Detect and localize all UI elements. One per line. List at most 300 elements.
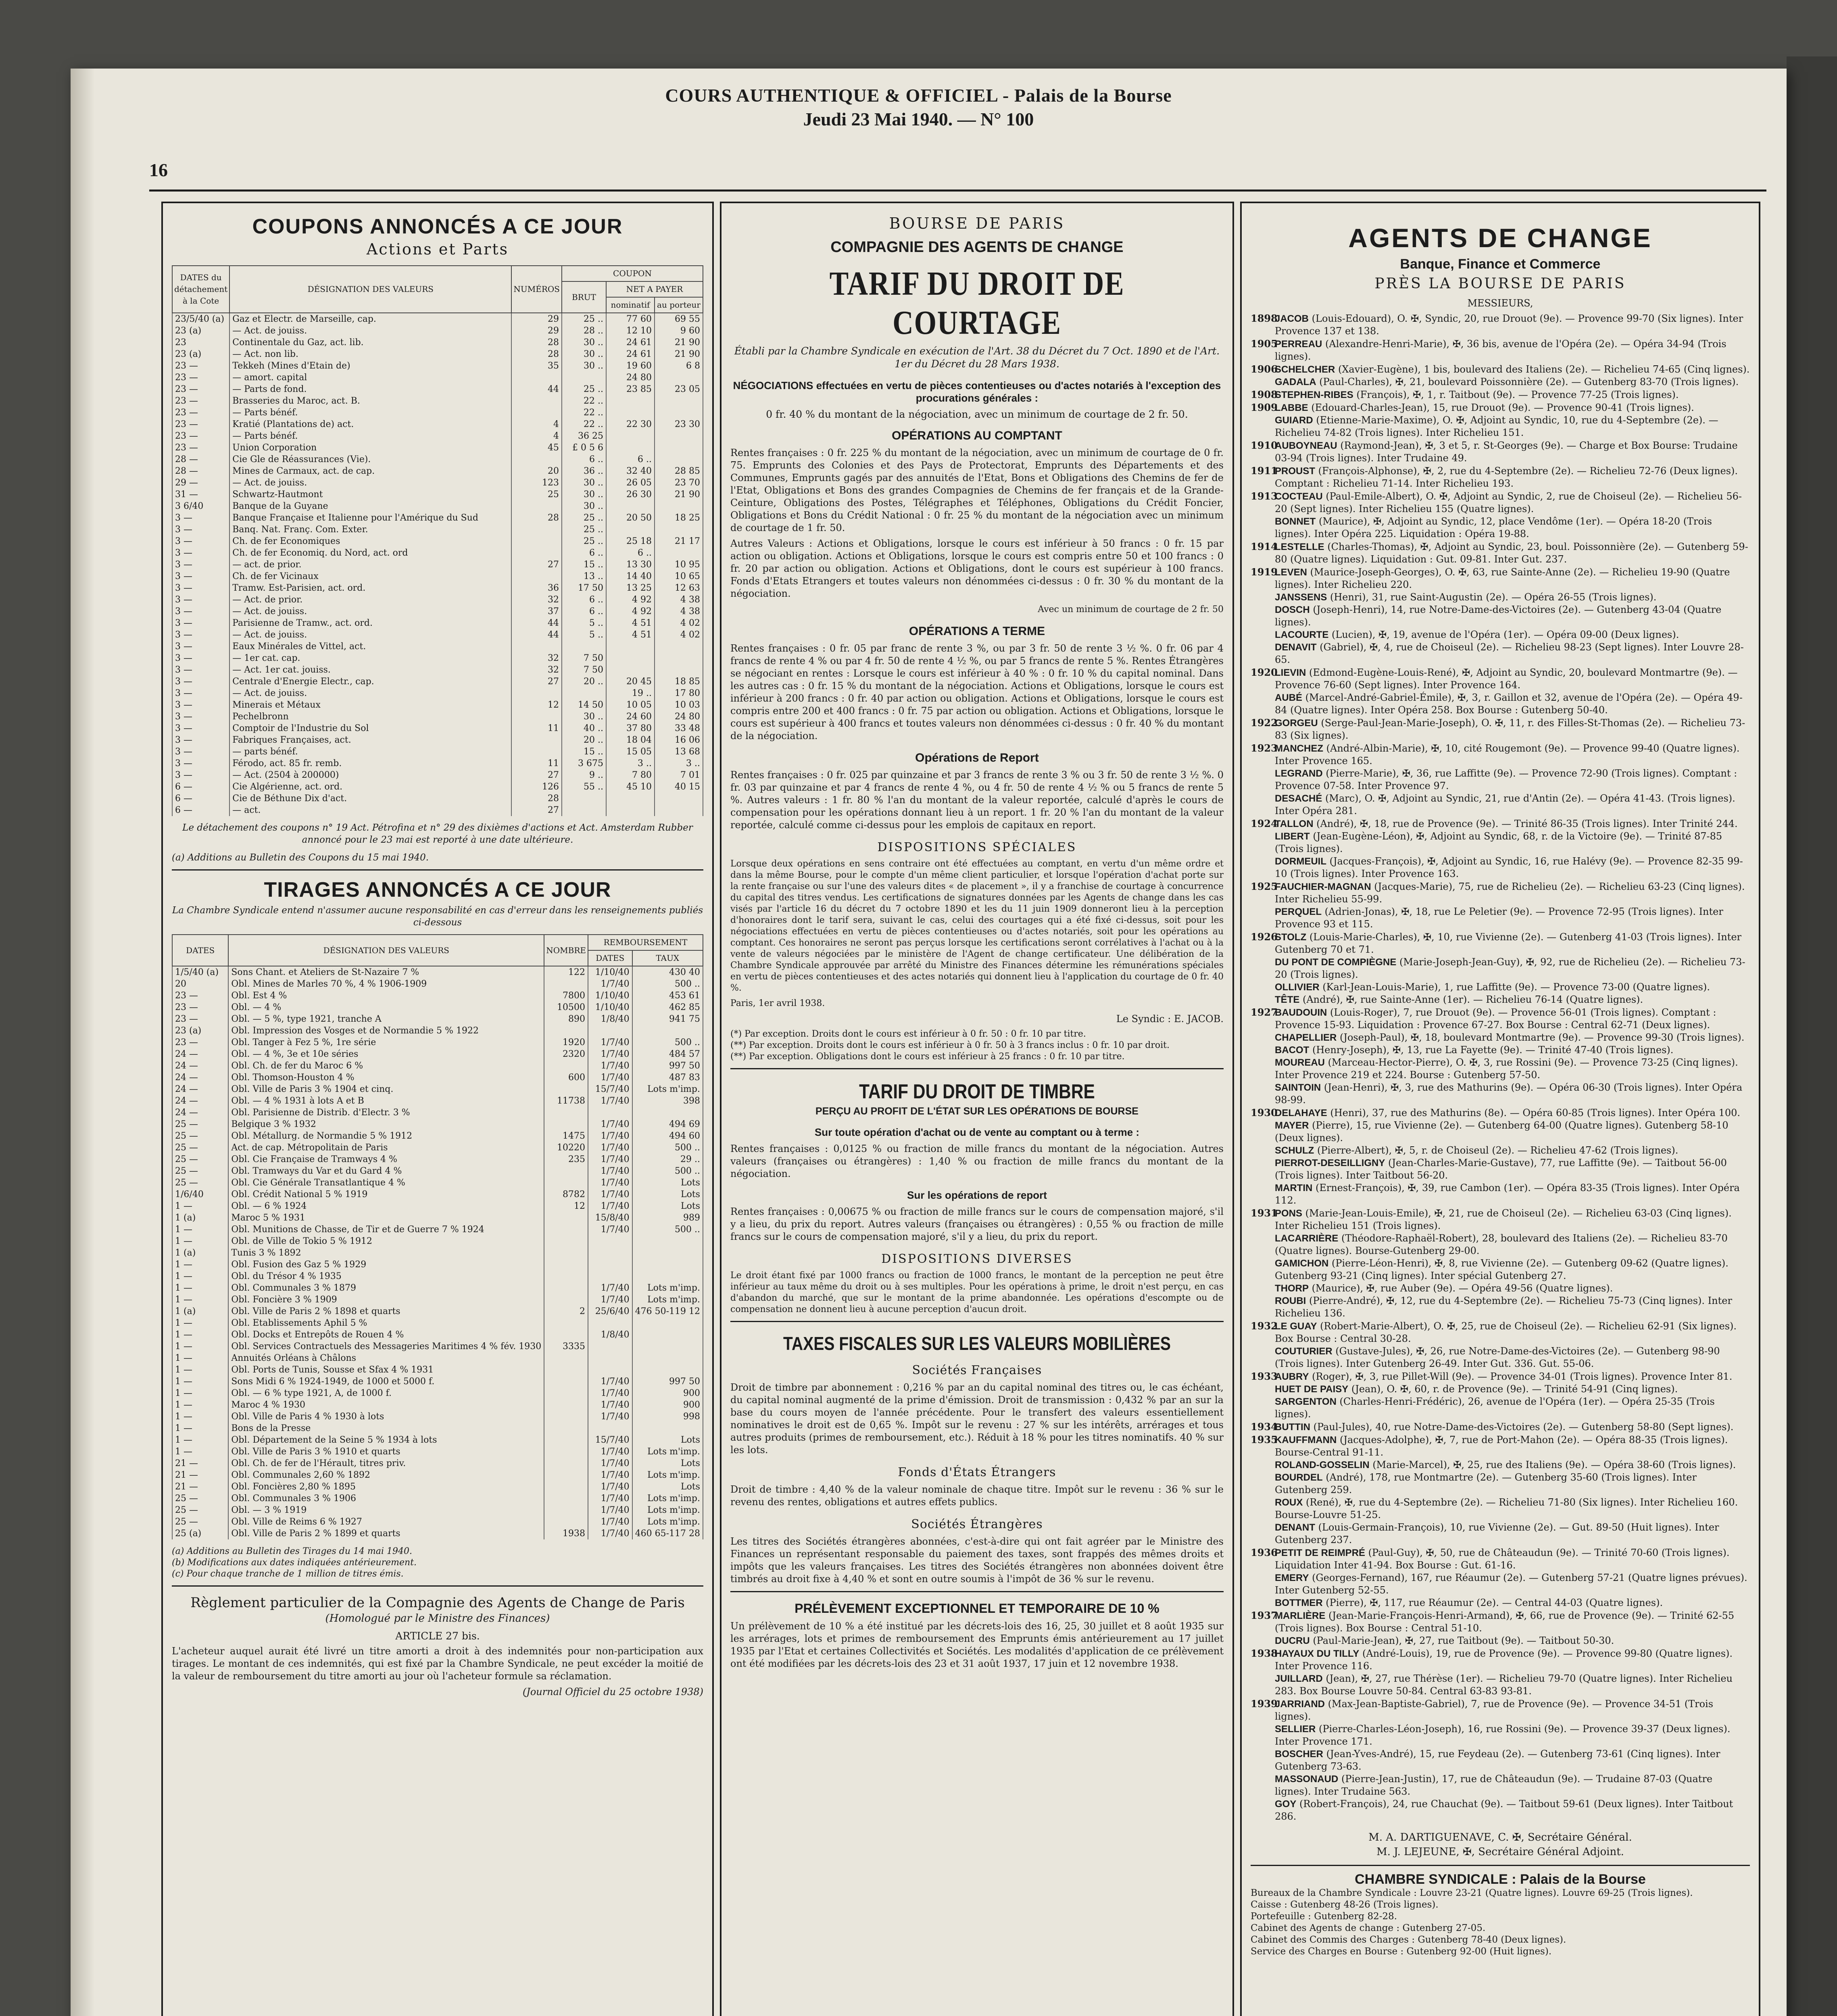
agent-details: (Marie-Marcel), ✠, 25, rue des Italiens (9e). — Opéra 38-60 (Trois lignes). — [1372, 1459, 1736, 1470]
tirage-cell: 1/7/40 — [588, 1189, 632, 1200]
agent-entry — [1251, 1635, 1750, 1647]
agent-details: (Jean), O. ✠, 60, r. de Provence (9e). — Trinité 54-91 (Cinq lignes). — [1351, 1383, 1678, 1395]
agent-name: BOURDEL — [1275, 1472, 1323, 1483]
coupon-cell: 18 85 — [655, 676, 703, 687]
agent-entry — [1251, 1320, 1750, 1345]
tirage-cell: 1 (a) — [172, 1212, 228, 1224]
coupon-cell: 21 17 — [655, 535, 703, 547]
tirage-cell: Obl. — 4 %, 3e et 10e séries — [228, 1048, 544, 1060]
tirage-cell: 997 50 — [632, 1376, 703, 1387]
tirage-cell: Obl. — 3 % 1919 — [228, 1504, 544, 1516]
diverses-heading: DISPOSITIONS DIVERSES — [881, 1252, 1073, 1266]
coupon-cell: 29 — [511, 325, 562, 337]
tirage-cell — [544, 1247, 588, 1259]
coupon-cell — [511, 547, 562, 559]
autres-valeurs-text: Autres Valeurs : Actions et Obligations, lorsque le cours est inférieur à 50 francs : 0 fr. 15 par action ou obligation. Actions et Obligations, lorsque le cours est compris entre 50 et 100 francs : 0 fr. 20 par action ou obligation. Actions et Obligations, dont le cours est supérieur à 100 francs. Fonds d'Etats Etrangers et toutes valeurs non dénommées ci-dessus : 0 fr. 30 % du montant de la négociation. — [730, 538, 1224, 599]
tirage-cell: Annuités Orléans à Châlons — [228, 1352, 544, 1364]
coupon-cell: Kratié (Plantations de) act. — [229, 419, 511, 430]
agent-details: (Raymond-Jean), ✠, 3 et 5, r. St-Georges (9e). — Charge et Box Bourse: Trudaine 03-94 (Trois lignes). Inter Trudaine 49. — [1275, 440, 1738, 464]
coupon-cell: £ 0 5 6 — [562, 442, 606, 454]
coupon-cell: 23 — — [172, 442, 229, 454]
tirage-cell: 1 (a) — [172, 1247, 228, 1259]
tirage-cell: 1/8/40 — [588, 1013, 632, 1025]
negociations-heading: NÉGOCIATIONS effectuées en vertu de pièces contentieuses ou d'actes notariés à l'exception des procurations générales : — [733, 379, 1221, 404]
agent-entry — [1251, 817, 1750, 830]
coupon-cell: Cie de Béthune Dix d'act. — [229, 793, 511, 804]
prelevement-heading: PRÉLÈVEMENT EXCEPTIONNEL ET TEMPORAIRE DE 10 % — [794, 1601, 1159, 1616]
tirage-cell — [544, 1224, 588, 1235]
agent-entry — [1251, 956, 1750, 981]
negociations-rate: 0 fr. 40 % du montant de la négociation, avec un minimum de courtage de 2 fr. 50. — [766, 408, 1188, 420]
tirage-cell: 23 (a) — [172, 1025, 228, 1037]
coupon-cell — [511, 711, 562, 723]
tarif-exception: (*) Par exception. Droits dont le cours est inférieur à 0 fr. 50 : 0 fr. 10 par titre. — [730, 1029, 1086, 1039]
coupon-row — [172, 746, 703, 758]
coupon-cell: 27 — [511, 769, 562, 781]
coupon-cell: 29 — [511, 313, 562, 325]
etrangeres-heading: Sociétés Étrangères — [911, 1517, 1043, 1531]
tirage-cell: 1/8/40 — [588, 1329, 632, 1341]
coupon-cell: 24 61 — [606, 348, 655, 360]
secretary-adjoint: M. J. LEJEUNE, ✠, Secrétaire Général Adjoint. — [1376, 1846, 1624, 1858]
etats-heading: Fonds d'États Étrangers — [898, 1465, 1056, 1479]
coupon-row — [172, 465, 703, 477]
tirage-cell — [544, 1364, 588, 1376]
tirage-cell — [588, 1422, 632, 1434]
tirage-row — [172, 1247, 703, 1259]
agent-details: (René), ✠, rue du 4-Septembre (2e). — Richelieu 71-80 (Six lignes). Inter Richelieu 160. Bourse-Louvre 51-25. — [1275, 1497, 1738, 1520]
timbre-title: TARIF DU DROIT DE TIMBRE — [859, 1080, 1095, 1103]
tirage-cell: 25 (a) — [172, 1528, 228, 1539]
coupon-cell: — Parts de fond. — [229, 383, 511, 395]
coupon-cell: 19 .. — [606, 687, 655, 699]
agent-details: (Théodore-Raphaël-Robert), 28, boulevard des Italiens (2e). — Richelieu 83-70 (Quatre lignes). Bourse-Gutenberg 29-00. — [1275, 1233, 1728, 1256]
tirage-cell — [588, 1341, 632, 1352]
agent-year: 1908 — [1251, 389, 1278, 400]
coupon-cell — [511, 641, 562, 652]
agent-name: DENANT — [1275, 1522, 1315, 1533]
tirage-cell: Obl. Cie Française de Tramways 4 % — [228, 1154, 544, 1165]
coupon-cell: 17 50 — [562, 582, 606, 594]
agent-details: (André), ✠, rue Sainte-Anne (1er). — Richelieu 76-14 (Quatre lignes). — [1302, 994, 1643, 1005]
tirage-cell — [588, 1107, 632, 1118]
tirage-cell — [544, 1376, 588, 1387]
agent-details: (Paul-Marie-Jean), ✠, 27, rue Taitbout (9e). — Taitbout 50-30. — [1313, 1635, 1614, 1646]
agent-name: LACARRIÈRE — [1275, 1233, 1339, 1244]
agent-name: SARGENTON — [1275, 1396, 1337, 1407]
coupon-cell: 30 .. — [562, 348, 606, 360]
agent-entry — [1251, 1672, 1750, 1697]
tirage-cell: 1/7/40 — [588, 1469, 632, 1481]
tirage-row — [172, 1446, 703, 1458]
tirage-cell — [544, 1212, 588, 1224]
coupon-cell — [511, 746, 562, 758]
tirage-cell — [544, 978, 588, 990]
coupon-cell: 3 — — [172, 676, 229, 687]
tirage-row — [172, 1083, 703, 1095]
coupon-cell: 23 — — [172, 407, 229, 419]
tirage-cell: 1 — — [172, 1270, 228, 1282]
agent-details: (Pierre), 15, rue Vivienne (2e). — Gutenberg 64-00 (Quatre lignes). Gutenberg 58-10 (Deux lignes). — [1275, 1120, 1729, 1143]
tirage-cell: 500 .. — [632, 1142, 703, 1154]
coupon-cell: 4 02 — [655, 617, 703, 629]
tirage-cell — [544, 1317, 588, 1329]
tirage-cell — [544, 1458, 588, 1469]
tirage-cell — [632, 1329, 703, 1341]
agent-year: 1906 — [1251, 363, 1278, 375]
tarif-intro: Établi par la Chambre Syndicale en exécution de l'Art. 38 du Décret du 7 Oct. 1890 et de l'Art. 1er du Décret du 28 Mars 1938. — [734, 345, 1220, 370]
tirage-cell: 25 — — [172, 1504, 228, 1516]
coupon-cell: 14 40 — [606, 571, 655, 582]
agent-entry — [1251, 716, 1750, 742]
agent-entry — [1251, 1546, 1750, 1572]
coupon-cell: 23 (a) — [172, 325, 229, 337]
tirage-cell: 1 — — [172, 1294, 228, 1306]
tirage-cell: Lots — [632, 1200, 703, 1212]
tirage-cell: Obl. Tanger à Fez 5 %, 1re série — [228, 1037, 544, 1048]
coupon-cell: — Act. non lib. — [229, 348, 511, 360]
tirage-cell: Obl. Métallurg. de Normandie 5 % 1912 — [228, 1130, 544, 1142]
agent-details: (Marie-Jean-Louis-Emile), ✠, 21, rue de Choiseul (2e). — Richelieu 63-03 (Cinq lignes). Inter Richelieu 151 (Trois lignes). — [1275, 1208, 1732, 1231]
coupon-row — [172, 652, 703, 664]
coupon-cell: 6 — — [172, 793, 229, 804]
agent-name: LABBE — [1275, 402, 1308, 413]
agent-details: (Henry-Joseph), ✠, 13, rue La Fayette (9e). — Trinité 47-40 (Trois lignes). — [1312, 1044, 1674, 1056]
agent-name: LACOURTE — [1275, 629, 1329, 640]
tirage-cell: 1 — — [172, 1364, 228, 1376]
tirage-cell: 1/7/40 — [588, 1118, 632, 1130]
agent-name: JUILLARD — [1275, 1673, 1323, 1684]
col-tir-dates: DATES — [172, 935, 228, 966]
coupon-cell: 27 — [511, 804, 562, 816]
agent-name: OLLIVIER — [1275, 982, 1320, 993]
agent-year: 1926 — [1251, 931, 1278, 943]
tarif-syndic: Le Syndic : E. JACOB. — [1116, 1013, 1224, 1025]
coupon-cell: 77 60 — [606, 313, 655, 325]
coupon-row — [172, 687, 703, 699]
agent-entry — [1251, 1471, 1750, 1496]
coupon-cell: 15 05 — [606, 746, 655, 758]
agent-details: (Marcel-André-Gabriel-Émile), ✠, 3, r. Gaillon et 32, avenue de l'Opéra (2e). — Opéra 49-84 (Quatre lignes). Inter Opéra 258. Box Bourse : Gutenberg 50-40. — [1275, 692, 1743, 716]
tarif-title: TARIF DU DROIT DE COURTAGE — [829, 265, 1125, 342]
tirage-cell — [632, 1422, 703, 1434]
agent-name: MANCHEZ — [1275, 743, 1323, 754]
tirage-cell: 1 — — [172, 1341, 228, 1352]
coupon-row — [172, 535, 703, 547]
agent-name: GOY — [1275, 1799, 1297, 1810]
tirage-cell: Obl. Ch. de fer du Maroc 6 % — [228, 1060, 544, 1072]
coupon-cell: 25 18 — [606, 535, 655, 547]
agent-year: 1934 — [1251, 1421, 1278, 1433]
agent-name: BAUDOUIN — [1275, 1007, 1327, 1018]
agent-details: (Gabriel), ✠, 4, rue de Choiseul (2e). — Richelieu 98-23 (Sept lignes). Inter Louvre 28-65. — [1275, 641, 1744, 665]
chambre-line: Portefeuille : Gutenberg 82-28. — [1251, 1911, 1397, 1922]
diverses-text: Le droit étant fixé par 1000 francs ou fraction de 1000 francs, le montant de la perception ne peut être inférieur au taux même du droit ou à ses multiples. Pour les opérations à prime, le droit n'est perçu, en cas d'abandon du marché, que sur le montant de la prime abandonnée. Les opérations d'escompte ou de compensation ne donnent lieu à aucune perception d'aucun droit. — [730, 1270, 1224, 1314]
column-tarifs — [720, 202, 1234, 2016]
tirage-cell — [632, 1317, 703, 1329]
coupon-cell: 31 — — [172, 489, 229, 500]
coupon-cell: 3 — — [172, 746, 229, 758]
tirage-cell: 941 75 — [632, 1013, 703, 1025]
chambre-line: Caisse : Gutenberg 48-26 (Trois lignes). — [1251, 1899, 1439, 1910]
coupon-row — [172, 769, 703, 781]
coupon-cell: 3 — — [172, 617, 229, 629]
tirage-cell: 1/10/40 — [588, 966, 632, 978]
agent-year: 1924 — [1251, 818, 1278, 829]
tirage-cell: 1/7/40 — [588, 1165, 632, 1177]
coupon-cell — [655, 442, 703, 454]
coupon-cell: 3 — — [172, 652, 229, 664]
tirage-cell: 1/10/40 — [588, 1002, 632, 1013]
coupon-cell: 3 — — [172, 758, 229, 769]
coupon-cell: 17 80 — [655, 687, 703, 699]
tirage-cell — [544, 1504, 588, 1516]
coupon-cell: 23 (a) — [172, 348, 229, 360]
agent-name: AUBOYNEAU — [1275, 440, 1337, 451]
agent-entry — [1251, 1383, 1750, 1395]
coupon-cell — [606, 442, 655, 454]
coupon-row — [172, 454, 703, 465]
coupon-cell: 35 — [511, 360, 562, 372]
coupon-row — [172, 372, 703, 383]
coupon-cell: 30 .. — [562, 711, 606, 723]
coupon-cell — [562, 793, 606, 804]
tirage-cell: 10500 — [544, 1002, 588, 1013]
coupon-cell: 28 — [511, 348, 562, 360]
tirage-cell — [544, 1434, 588, 1446]
tirage-cell: 1 — — [172, 1317, 228, 1329]
reglement-title: Règlement particulier de la Compagnie des Agents de Change de Paris — [190, 1595, 685, 1611]
tirage-row — [172, 1048, 703, 1060]
coupon-cell: 18 25 — [655, 512, 703, 524]
agent-year: 1920 — [1251, 666, 1278, 678]
tirage-row — [172, 1013, 703, 1025]
page-gutter — [71, 69, 95, 2016]
agent-name: MAYER — [1275, 1120, 1309, 1131]
agent-entry — [1251, 540, 1750, 566]
tirage-cell: 8782 — [544, 1189, 588, 1200]
tirage-cell: Act. de cap. Métropolitain de Paris — [228, 1142, 544, 1154]
coupon-cell: 6 .. — [562, 594, 606, 606]
coupon-cell: 28 — [511, 793, 562, 804]
tirage-cell: Obl. — 5 %, type 1921, tranche A — [228, 1013, 544, 1025]
coupon-cell: 3 — — [172, 582, 229, 594]
agent-name: LEGRAND — [1275, 768, 1323, 779]
coupon-cell — [606, 500, 655, 512]
coupon-cell: 22 .. — [562, 419, 606, 430]
secretaries — [1251, 1830, 1750, 1859]
tirage-cell: 12 — [544, 1200, 588, 1212]
coupon-cell: Tramw. Est-Parisien, act. ord. — [229, 582, 511, 594]
chambre-line: Cabinet des Commis des Charges : Gutenberg 78-40 (Deux lignes). — [1251, 1935, 1566, 1945]
chambre-line: Cabinet des Agents de change : Gutenberg 27-05. — [1251, 1923, 1486, 1933]
agent-entry — [1251, 629, 1750, 641]
coupon-cell: 44 — [511, 617, 562, 629]
tirage-cell: 25 — — [172, 1142, 228, 1154]
coupon-row — [172, 325, 703, 337]
tirage-cell: 11738 — [544, 1095, 588, 1107]
coupon-cell — [606, 407, 655, 419]
coupon-cell: 25 .. — [562, 313, 606, 325]
tirage-cell: 1/7/40 — [588, 1177, 632, 1189]
coupon-row — [172, 711, 703, 723]
agent-year: 1911 — [1251, 465, 1278, 477]
coupon-cell: 19 60 — [606, 360, 655, 372]
speciales-heading: DISPOSITIONS SPÉCIALES — [877, 840, 1077, 854]
tirage-cell — [632, 1025, 703, 1037]
agent-name: MARTIN — [1275, 1183, 1313, 1193]
tirages-title: TIRAGES ANNONCÉS A CE JOUR — [264, 878, 611, 902]
coupon-cell — [511, 372, 562, 383]
coupon-cell: 36 25 — [562, 430, 606, 442]
agent-year: 1905 — [1251, 338, 1278, 350]
coupon-cell: Banq. Nat. Franç. Com. Exter. — [229, 524, 511, 535]
tirage-cell: Obl. Crédit National 5 % 1919 — [228, 1189, 544, 1200]
column-agents — [1240, 202, 1760, 2016]
tirage-row — [172, 1189, 703, 1200]
tirage-cell: 1/7/40 — [588, 1224, 632, 1235]
coupon-cell: 6 .. — [562, 547, 606, 559]
coupon-cell: 3 — — [172, 641, 229, 652]
coupon-cell: Union Corporation — [229, 442, 511, 454]
coupon-cell: 10 65 — [655, 571, 703, 582]
coupon-cell: 3 — — [172, 594, 229, 606]
tirage-cell: 487 83 — [632, 1072, 703, 1083]
tirage-row — [172, 1458, 703, 1469]
agent-year: 1939 — [1251, 1698, 1278, 1710]
tirage-row — [172, 1072, 703, 1083]
coupon-cell — [511, 734, 562, 746]
tirage-cell: 1 (a) — [172, 1306, 228, 1317]
coupon-cell: 9 .. — [562, 769, 606, 781]
tirage-cell: Obl. Munitions de Chasse, de Tir et de Guerre 7 % 1924 — [228, 1224, 544, 1235]
agent-details: (Xavier-Eugène), 1 bis, boulevard des Italiens (2e). — Richelieu 74-65 (Cinq lignes). — [1338, 364, 1750, 375]
tirage-cell: 1/7/40 — [588, 1411, 632, 1422]
col-tir-nombre: NOMBRE — [544, 935, 588, 966]
coupon-cell: Minerais et Métaux — [229, 699, 511, 711]
tirage-cell: 24 — — [172, 1095, 228, 1107]
agent-year: 1910 — [1251, 439, 1278, 451]
tirage-cell: 900 — [632, 1387, 703, 1399]
tirage-cell: 1/7/40 — [588, 1481, 632, 1493]
tirage-cell: 1/7/40 — [588, 1130, 632, 1142]
tirage-cell: Obl. Parisienne de Distrib. d'Electr. 3 % — [228, 1107, 544, 1118]
coupon-cell: 30 .. — [562, 500, 606, 512]
tirage-cell: 25 — — [172, 1130, 228, 1142]
tirage-row — [172, 1025, 703, 1037]
tirage-cell: 15/7/40 — [588, 1434, 632, 1446]
tirage-cell: Lots m'imp. — [632, 1469, 703, 1481]
agent-entry — [1251, 1044, 1750, 1056]
coupon-cell: 6 8 — [655, 360, 703, 372]
tirage-cell: 1/7/40 — [588, 1048, 632, 1060]
coupon-cell: 23 — — [172, 419, 229, 430]
tirage-cell — [544, 1282, 588, 1294]
coupon-cell — [655, 407, 703, 419]
agent-entry — [1251, 1370, 1750, 1383]
tirage-cell: 23 — — [172, 1037, 228, 1048]
agent-entry — [1251, 1572, 1750, 1597]
coupon-cell: 22 30 — [606, 419, 655, 430]
coupon-cell — [606, 804, 655, 816]
coupon-cell: 24 60 — [606, 711, 655, 723]
tirage-cell: 1/7/40 — [588, 978, 632, 990]
tirage-cell: Sons Chant. et Ateliers de St-Nazaire 7 % — [228, 966, 544, 978]
coupon-cell: 24 80 — [606, 372, 655, 383]
coupon-cell: 13 25 — [606, 582, 655, 594]
tirages-note: (a) Additions au Bulletin des Tirages du 14 mai 1940. — [172, 1546, 413, 1556]
agent-name: COUTURIER — [1275, 1346, 1332, 1357]
col-remb-dates: DATES — [588, 950, 632, 966]
coupon-cell: 12 — [511, 699, 562, 711]
agent-details: (André-Louis), 19, rue de Provence (9e). — Provence 99-80 (Quatre lignes). Inter Provence 116. — [1275, 1648, 1733, 1672]
tirage-cell: 997 50 — [632, 1060, 703, 1072]
coupon-cell: 28 85 — [655, 465, 703, 477]
coupon-cell — [606, 524, 655, 535]
coupon-cell: 28 — [511, 512, 562, 524]
tirage-cell — [544, 1294, 588, 1306]
tirage-cell — [544, 1469, 588, 1481]
coupon-cell: 10 03 — [655, 699, 703, 711]
timbre-subtitle: PERÇU AU PROFIT DE L'ÉTAT SUR LES OPÉRATIONS DE BOURSE — [815, 1106, 1138, 1117]
tirage-cell: 1/10/40 — [588, 990, 632, 1002]
agent-name: SCHELCHER — [1275, 364, 1335, 375]
tirage-row — [172, 1107, 703, 1118]
coupon-cell: 9 60 — [655, 325, 703, 337]
agent-entry — [1251, 666, 1750, 691]
coupon-cell: — Act. de jouiss. — [229, 477, 511, 489]
agent-year: 1914 — [1251, 541, 1278, 552]
coupon-cell: 3 — — [172, 559, 229, 571]
coupon-cell: 23 05 — [655, 383, 703, 395]
prelevement-text: Un prélèvement de 10 % a été institué par les décrets-lois des 16, 25, 30 juillet et 8 août 1935 sur les arrérages, lots et primes de remboursement des Emprunts émis antérieurement au 17 juillet 1935 par l'Etat et certaines Collectivités et Sociétés. Les modalités d'application de ce prélèvement ont été modifiées par les décrets-lois des 23 et 31 août 1937, 17 juin et 12 novembre 1938. — [730, 1620, 1224, 1669]
coupon-cell: 3 — — [172, 547, 229, 559]
tirage-cell: Obl. Mines de Marles 70 %, 4 % 1906-1909 — [228, 978, 544, 990]
coupon-cell — [655, 430, 703, 442]
coupon-cell: 4 — [511, 430, 562, 442]
agent-details: (Pierre-Léon-Henri), ✠, 8, rue Vivienne (2e). — Gutenberg 09-62 (Quatre lignes). Gutenberg 93-21 (Cinq lignes). Inter spécial Gutenberg 27. — [1275, 1258, 1729, 1281]
coupon-row — [172, 547, 703, 559]
coupon-cell: — amort. capital — [229, 372, 511, 383]
coupon-cell: 10 95 — [655, 559, 703, 571]
coupon-cell: 29 — — [172, 477, 229, 489]
coupon-cell: 23 30 — [655, 419, 703, 430]
coupon-row — [172, 641, 703, 652]
tirage-cell: 460 65-117 28 — [632, 1528, 703, 1539]
coupon-cell: 14 50 — [562, 699, 606, 711]
tirage-cell: Obl. — 6 % type 1921, A, de 1000 f. — [228, 1387, 544, 1399]
tirage-cell: Lots — [632, 1458, 703, 1469]
coupon-cell: 3 .. — [606, 758, 655, 769]
header-date: Jeudi 23 Mai 1940. — N° 100 — [803, 109, 1034, 129]
agent-name: ROLAND-GOSSELIN — [1275, 1460, 1370, 1470]
agent-entry — [1251, 490, 1750, 515]
agent-entry — [1251, 515, 1750, 540]
bourse-label: BOURSE DE PARIS — [889, 215, 1065, 232]
header-rule — [149, 190, 1766, 192]
tirage-row — [172, 978, 703, 990]
background-edge — [1787, 56, 1837, 2016]
agent-entry — [1251, 439, 1750, 464]
coupon-cell — [511, 454, 562, 465]
agent-details: (Jacques-François), ✠, Adjoint au Syndic, 16, rue Halévy (9e). — Provence 82-35 99-10 (Trois lignes). Inter Provence 163. — [1275, 856, 1743, 879]
tirage-cell: Lots — [632, 1434, 703, 1446]
agent-details: (Lucien), ✠, 19, avenue de l'Opéra (1er). — Opéra 09-00 (Deux lignes). — [1331, 629, 1679, 640]
agent-entry — [1251, 591, 1750, 604]
coupon-cell: 3 — — [172, 512, 229, 524]
agent-entry — [1251, 1798, 1750, 1823]
tirage-cell — [544, 1107, 588, 1118]
